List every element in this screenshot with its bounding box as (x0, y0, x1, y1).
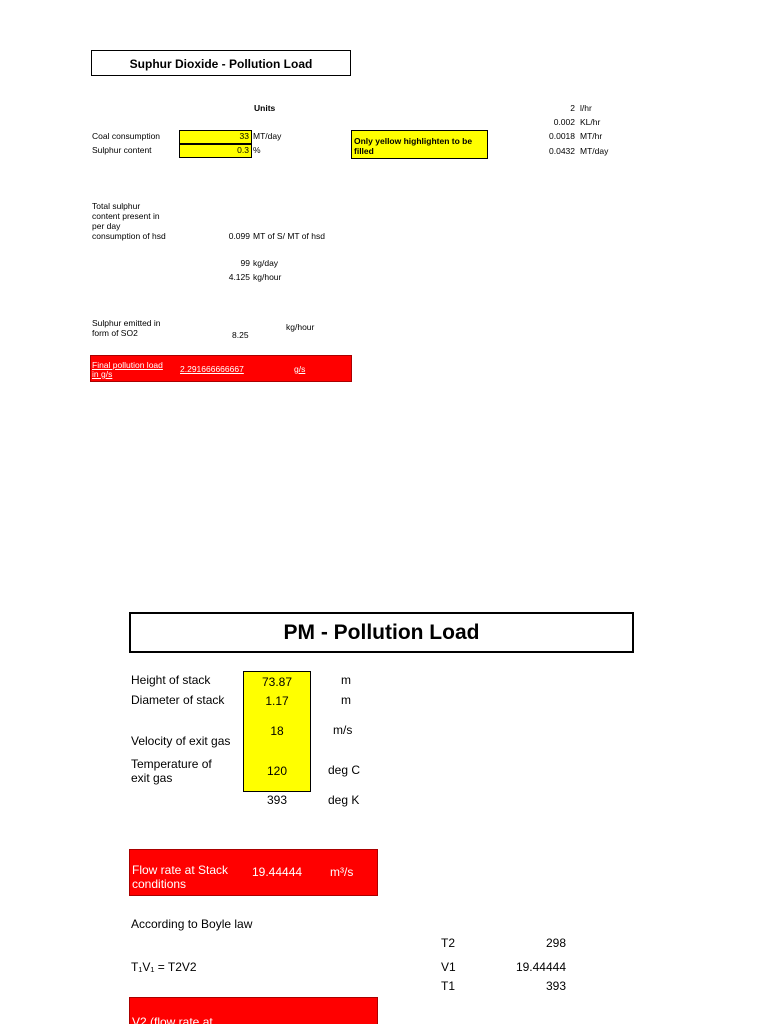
sulphur-emitted-unit: kg/hour (286, 322, 315, 332)
kg-hour-unit: kg/hour (253, 272, 282, 282)
yellow-fill-note: Only yellow highlighten to be filled (351, 130, 488, 159)
flow-rate-label-2: conditions (132, 877, 187, 891)
kg-day-value: 99 (240, 258, 250, 268)
stack-height-input[interactable]: 73.87 (261, 675, 293, 689)
sulphur-emitted-value: 8.25 (232, 330, 249, 340)
side-unit-3: MT/hr (580, 131, 603, 141)
flow-rate-label-1: Flow rate at Stack (132, 863, 229, 877)
sulphur-content-input[interactable]: 0.3 (179, 144, 252, 158)
total-sulphur-label-3: per day (92, 221, 121, 231)
sulphur-content-label: Sulphur content (92, 145, 152, 155)
t1-label: T1 (441, 979, 456, 993)
kg-hour-value: 4.125 (228, 272, 250, 282)
v2-flow-rate-bar (129, 997, 378, 1029)
total-sulphur-label-4: consumption of hsd (92, 231, 166, 241)
units-header: Units (254, 103, 276, 113)
final-pollution-load-bar (90, 355, 352, 382)
exit-temperature-kelvin-value: 393 (266, 793, 288, 807)
coal-consumption-input[interactable]: 33 (179, 130, 252, 144)
exit-temperature-kelvin-unit: deg K (328, 793, 360, 807)
side-value-1: 2 (570, 103, 575, 113)
final-pollution-label-2: in g/s (92, 369, 113, 379)
side-value-4: 0.0432 (549, 146, 575, 156)
t2-label: T2 (441, 936, 456, 950)
exit-temperature-input[interactable]: 120 (266, 764, 288, 778)
t1-value: 393 (545, 979, 566, 993)
side-value-2: 0.002 (553, 117, 575, 127)
v1-label: V1 (441, 960, 456, 974)
total-sulphur-value: 0.099 (228, 231, 250, 241)
exit-velocity-input[interactable]: 18 (270, 724, 284, 738)
stack-diameter-label: Diameter of stack (131, 693, 225, 707)
flow-rate-bar (129, 849, 378, 896)
total-sulphur-unit: MT of S/ MT of hsd (253, 231, 325, 241)
sulphur-emitted-label-2: form of SO2 (92, 328, 138, 338)
flow-rate-unit: m³/s (330, 865, 354, 879)
side-unit-1: l/hr (580, 103, 592, 113)
coal-consumption-label: Coal consumption (92, 131, 161, 141)
side-value-3: 0.0018 (549, 131, 575, 141)
v2-label: V2 (flow rate at (132, 1015, 213, 1029)
exit-velocity-unit: m/s (333, 723, 353, 737)
kg-day-unit: kg/day (253, 258, 279, 268)
boyle-law-label: According to Boyle law (131, 917, 253, 931)
sulphur-emitted-label-1: Sulphur emitted in (92, 318, 161, 328)
side-unit-2: KL/hr (580, 117, 601, 127)
t2-value: 298 (545, 936, 566, 950)
exit-temperature-label-2: exit gas (131, 771, 173, 785)
stack-diameter-unit: m (341, 693, 351, 707)
exit-temperature-unit: deg C (328, 763, 361, 777)
so2-title: Suphur Dioxide - Pollution Load (91, 50, 351, 76)
final-pollution-label-1: Final pollution load (92, 360, 163, 370)
coal-unit: MT/day (253, 131, 282, 141)
stack-height-label: Height of stack (131, 673, 211, 687)
final-pollution-value: 2.291666666667 (180, 364, 244, 374)
sulphur-unit: % (253, 145, 261, 155)
total-sulphur-label-1: Total sulphur (92, 201, 141, 211)
pm-title: PM - Pollution Load (129, 612, 634, 653)
exit-temperature-label-1: Temperature of (131, 757, 212, 771)
exit-velocity-label: Velocity of exit gas (131, 734, 231, 748)
boyle-equation: T₁V₁ = T2V2 (131, 960, 197, 974)
side-unit-4: MT/day (580, 146, 609, 156)
flow-rate-value: 19.44444 (252, 865, 303, 879)
pm-input-column (243, 671, 311, 792)
stack-height-unit: m (341, 673, 351, 687)
v1-value: 19.44444 (515, 960, 566, 974)
stack-diameter-input[interactable]: 1.17 (265, 694, 289, 708)
final-pollution-unit: g/s (294, 364, 306, 374)
total-sulphur-label-2: content present in (92, 211, 160, 221)
